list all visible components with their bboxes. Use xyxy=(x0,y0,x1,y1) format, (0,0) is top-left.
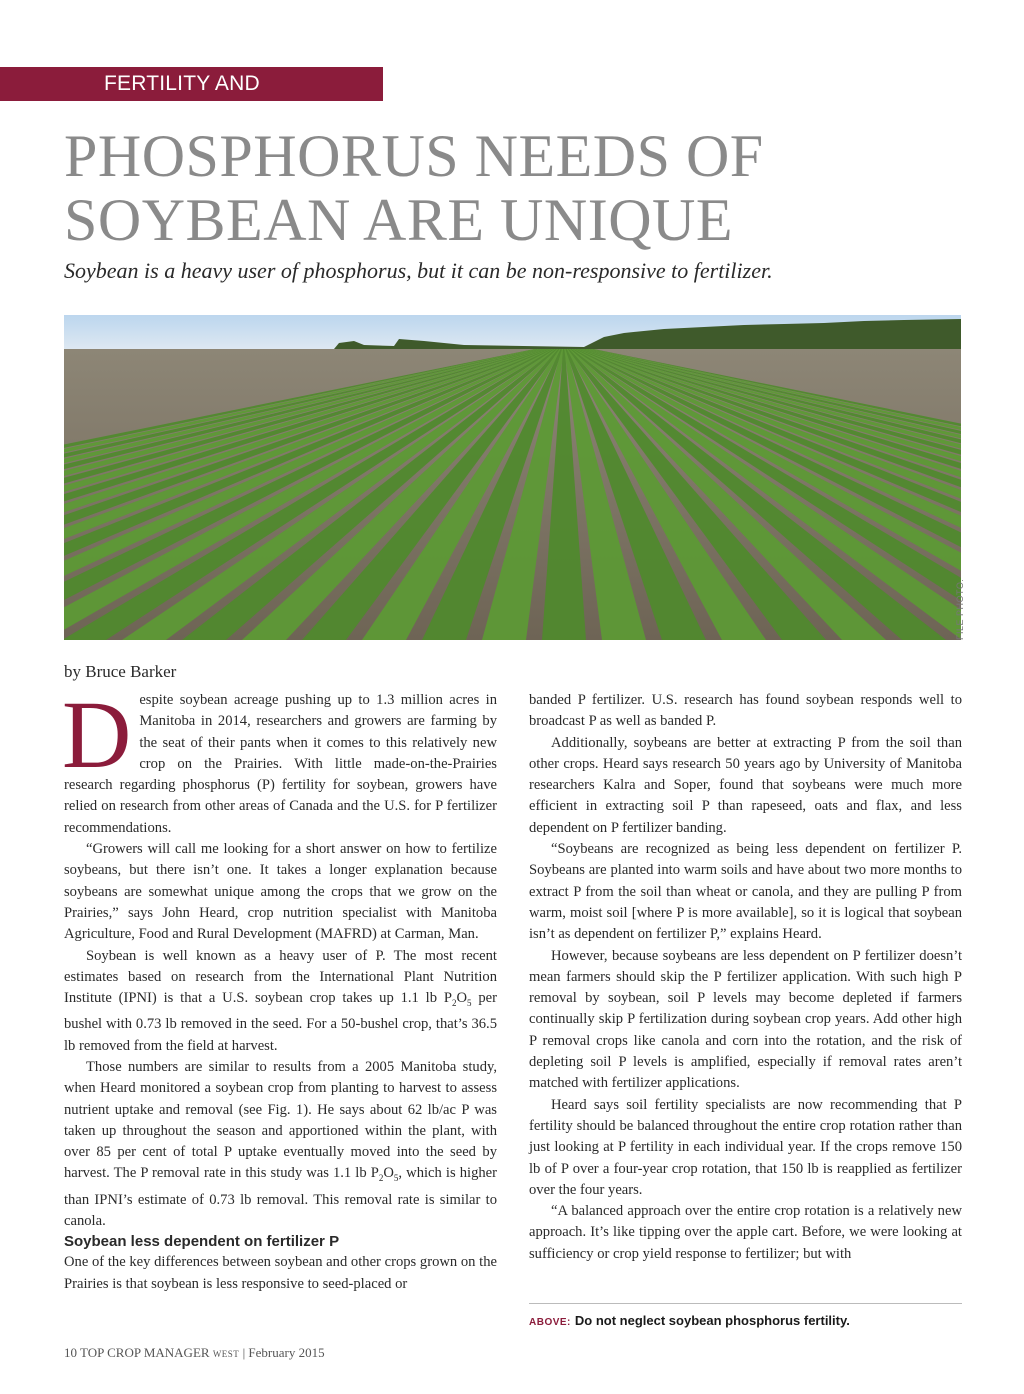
section-label-strong: NUTRIENTS xyxy=(104,106,226,129)
photo-credit: FILE PHOTO. xyxy=(955,578,965,640)
paragraph-text: espite soybean acreage pushing up to 1.3 million acres in Manitoba in 2014, researchers and growers are farming by the seat of their pants when it comes to this relatively new crop on the Prairies. With little made-on-the-Prairies research regarding phosphorus (P) fertility for soybean, growers have relied on research from other areas of Canada and the U.S. for P fertilizer recommendations. xyxy=(64,692,497,836)
paragraph xyxy=(62,681,497,839)
paragraph: However, because soybeans are less dependent on P fertilizer doesn’t mean farmers should skip the P fertilizer application. With such high P removal by soybean, soil P levels may become depleted if farmers continually skip P fertilization during soybean crop years. Add other high P removal crops like canola and corn into the rotation, and the risk of depleting soil P levels is amplified, especially if removal rates aren’t matched with fertilizer applications. xyxy=(529,947,962,1092)
issue-date: February 2015 xyxy=(248,1345,325,1360)
subscript: 5 xyxy=(393,1173,399,1184)
caption-text: Do not neglect soybean phosphorus fertility. xyxy=(574,1313,850,1328)
photo-caption xyxy=(529,1313,850,1328)
paragraph-text: per bushel with 0.73 lb removed in the seed. For a 50-bushel crop, that’s 36.5 lb removed from the field at harvest. xyxy=(64,990,497,1054)
subscript: 2 xyxy=(451,998,457,1009)
paragraph: Additionally, soybeans are better at extracting P from the soil than other crops. Heard says research 50 years ago by University of Manitoba researchers Kalra and Soper, found that soybeans were much more efficient in extracting soil P than rapeseed, oats and flax, and less dependent on P fertilizer banding. xyxy=(529,734,962,836)
headline-line-1: PHOSPHORUS NEEDS OF xyxy=(64,123,764,189)
paragraph xyxy=(64,946,497,1057)
subscript: 5 xyxy=(467,998,472,1009)
headline-line-2: SOYBEAN ARE UNIQUE xyxy=(64,187,733,253)
paragraph xyxy=(64,1057,497,1232)
magazine-edition: WEST xyxy=(212,1349,240,1359)
paragraph: banded P fertilizer. U.S. research has found soybean responds well to broadcast P as well as banded P. xyxy=(529,692,962,730)
section-label: FERTILITY AND xyxy=(104,72,260,95)
page-number: 10 xyxy=(64,1345,77,1360)
paragraph-text: O xyxy=(383,1165,394,1182)
article-column-1 xyxy=(62,681,498,1295)
paragraph: Heard says soil fertility specialists are now recommending that P fertility should be balanced throughout the entire crop rotation rather than just looking at P fertility in each individual year. If the crops remove 150 lb of P over a four-year crop rotation, that 150 lb is reapplied as fertilizer over the four years. xyxy=(529,1096,962,1198)
subscript: 2 xyxy=(378,1173,384,1184)
paragraph-text: Those numbers are similar to results from a 2005 Manitoba study, when Heard monitored a soybean crop from planting to harvest to assess nutrient uptake and removal (see Fig. 1). He says about 62 lb/ac P was taken up throughout the season and apportioned within the plant, with over 85 per cent of total P uptake eventually moved into the seed by harvest. The P removal rate in this study was 1.1 lb P xyxy=(64,1058,497,1182)
article-column-2 xyxy=(529,690,962,1265)
paragraph: “Growers will call me looking for a short answer on how to fertilize soybeans, but there isn’t one. It takes a longer explanation because soybeans are somewhat unique among the crops that we grow on the Prairies,” says John Heard, crop nutrition specialist with Manitoba Agriculture, Food and Rural Development (MAFRD) at Carman, Man. xyxy=(64,841,497,943)
caption-label: ABOVE: xyxy=(529,1317,571,1328)
paragraph-text: O xyxy=(456,990,468,1007)
paragraph: “A balanced approach over the entire crop rotation is a relatively new approach. It’s like tipping over the apple cart. Before, we were looking at sufficiency or crop yield response to fertilizer; but with xyxy=(529,1203,962,1262)
paragraph: “Soybeans are recognized as being less dependent on fertilizer P. Soybeans are planted into warm soils and have about two more months to extract P from the soil than wheat or canola, and they are pulling P from warm, moist soil [where P is more available], so it is logical that soybean isn’t as dependent on fertilizer P,” explains Heard. xyxy=(529,841,962,943)
footer-separator: | xyxy=(242,1345,246,1360)
deck: Soybean is a heavy user of phosphorus, but it can be non-responsive to fertilizer. xyxy=(64,258,773,283)
magazine-name: TOP CROP MANAGER xyxy=(80,1345,210,1360)
paragraph-text: Soybean is well known as a heavy user of P. The most recent estimates based on research from the International Plant Nutrition Institute (IPNI) is that a U.S. soybean crop takes up 1.1 lb P xyxy=(64,947,497,1007)
section-banner xyxy=(0,67,383,129)
headline xyxy=(64,124,964,252)
subheading: Soybean less dependent on fertilizer P xyxy=(64,1233,340,1251)
paragraph: One of the key differences between soybean and other crops grown on the Prairies is that soybean is less responsive to seed-placed or xyxy=(64,1254,497,1292)
byline: by Bruce Barker xyxy=(64,662,177,681)
page-footer xyxy=(64,1345,325,1361)
drop-cap: D xyxy=(62,681,132,788)
caption-divider xyxy=(529,1303,962,1304)
soybean-field-photo xyxy=(64,315,961,640)
paragraph-text: , which is higher than IPNI’s estimate of 0.73 lb removal. This removal rate is similar to canola. xyxy=(64,1165,498,1229)
